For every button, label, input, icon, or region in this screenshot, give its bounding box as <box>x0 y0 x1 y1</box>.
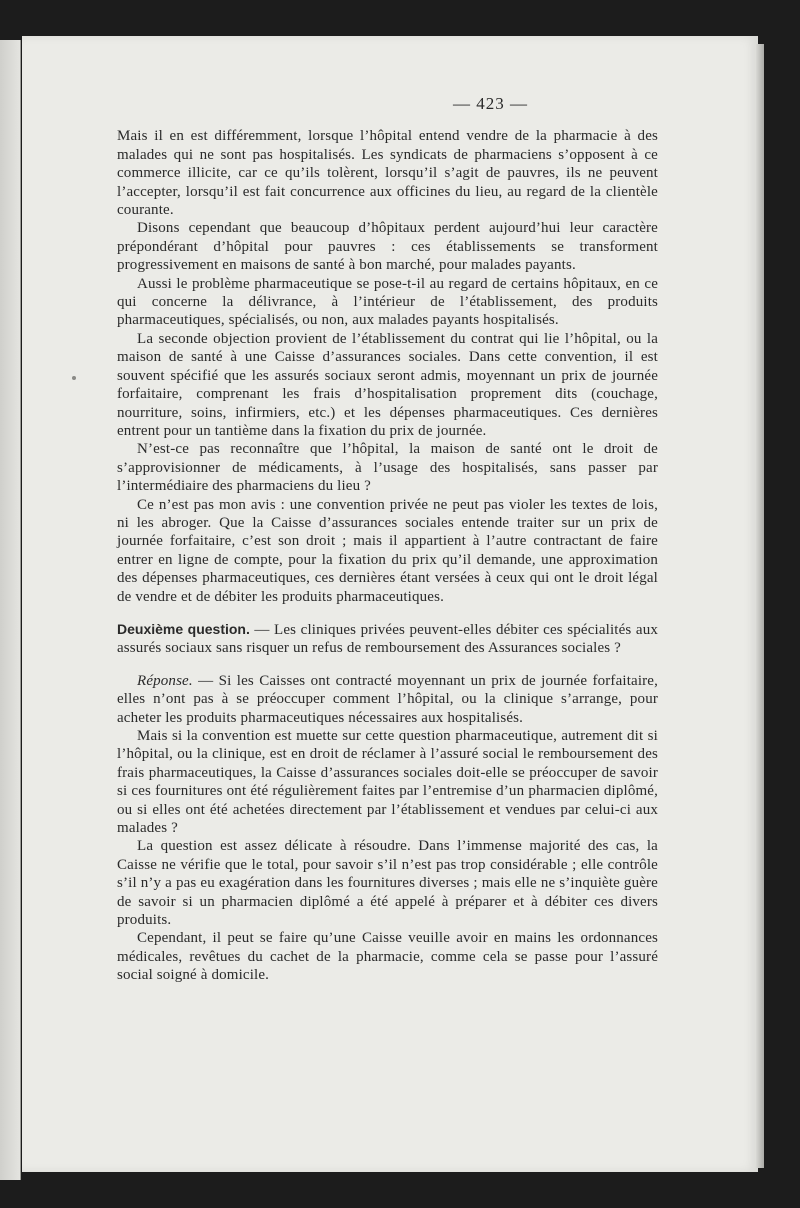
page-edge <box>756 44 764 1168</box>
page-content <box>117 95 658 985</box>
paragraph: La question est assez délicate à résoudre. Dans l’immense majorité des cas, la Caisse ne vérifie que le total, pour savoir s’il n’est pas trop considérable ; elle contrôle s’il n’y a pas eu exagération dans les fournitures diverses ; mais elle ne s’inquiète guère de savoir si un pharmacien diplômé a été appelé à préparer et à débiter ces divers produits. <box>117 838 658 929</box>
paragraph: Mais il en est différemment, lorsque l’hôpital entend vendre de la pharmacie à des malades qui ne sont pas hospitalisés. Les syndicats de pharmaciens s’opposent à ce commerce illicite, car ce qu’ils tolèrent, lorsqu’il s’agit de pauvres, ils ne peuvent l’accepter, lorsqu’il est fait concurrence aux officines du lieu, au regard de la clientèle courante. <box>117 128 658 219</box>
question-text: — Les cliniques privées peuvent-elles débiter ces spécialités aux assurés sociaux sans risquer un refus de remboursement des Assurances sociales ? <box>117 621 658 657</box>
paragraph: Cependant, il peut se faire qu’une Caisse veuille avoir en mains les ordonnances médicales, revêtues du cachet de la pharmacie, comme cela se passe pour l’assuré social soigné à domicile. <box>117 930 658 984</box>
question-label: Deuxième question. <box>117 620 250 637</box>
question-paragraph <box>117 620 658 658</box>
answer-label: Réponse. <box>137 672 193 689</box>
paragraph: N’est-ce pas reconnaître que l’hôpital, la maison de santé ont le droit de s’approvisionner de médicaments, à l’usage des hospitalisés, sans passer par l’intermédiaire des pharmaciens du lieu ? <box>117 441 658 495</box>
answer-text: — Si les Caisses ont contracté moyennant un prix de journée forfaitaire, elles n’ont pas à se préoccuper comment l’hôpital, ou la clinique s’arrange, pour acheter les produits pharmaceutiques nécessaires aux hospitalisés. <box>117 672 658 726</box>
paragraph: Aussi le problème pharmaceutique se pose-t-il au regard de certains hôpitaux, en ce qui concerne la délivrance, à l’intérieur de l’établissement, des produits pharmaceutiques, spécialisés, ou non, aux malades payants hospitalisés. <box>117 275 658 329</box>
margin-dot <box>72 376 76 380</box>
book-spine <box>0 40 21 1180</box>
page-number: — 423 — <box>453 94 528 113</box>
paragraph: Ce n’est pas mon avis : une convention privée ne peut pas violer les textes de lois, ni les abroger. Que la Caisse d’assurances sociales entende traiter sur un prix de journée forfaitaire, c’est son droit ; mais il appartient à l’autre contractant de faire entrer en ligne de compte, pour la fixation du prix qu’il demande, une approximation des dépenses pharmaceutiques, ces dernières étant versées à ceux qui ont le droit légal de vendre et de débiter les produits pharmaceutiques. <box>117 496 658 605</box>
paragraph: Disons cependant que beaucoup d’hôpitaux perdent aujourd’hui leur caractère prépondérant d’hôpital pour pauvres : ces établissements se transforment progressivement en maisons de santé à bon marché, pour malades payants. <box>117 220 658 274</box>
paragraph: Mais si la convention est muette sur cette question pharmaceutique, autrement dit si l’hôpital, ou la clinique, est en droit de réclamer à l’assuré social le remboursement des frais pharmaceutiques, la Caisse d’assurances sociales doit-elle se préoccuper de savoir si ces fournitures ont été régulièrement faites par l’entremise d’un pharmacien diplômé, ou si elles ont été achetées directement par l’établissement et vendues par celui-ci aux malades ? <box>117 728 658 837</box>
paragraph: La seconde objection provient de l’établissement du contrat qui lie l’hôpital, ou la maison de santé à une Caisse d’assurances sociales. Dans cette convention, il est souvent spécifié que les assurés sociaux seront admis, moyennant un prix de journée forfaitaire, comprenant les frais d’hospitalisation proprement dits (couchage, nourriture, soins, infirmiers, etc.) et les dépenses pharmaceutiques. Ces dernières entrent pour un tantième dans la fixation du prix de journée. <box>117 330 658 439</box>
answer-paragraph <box>117 672 658 727</box>
